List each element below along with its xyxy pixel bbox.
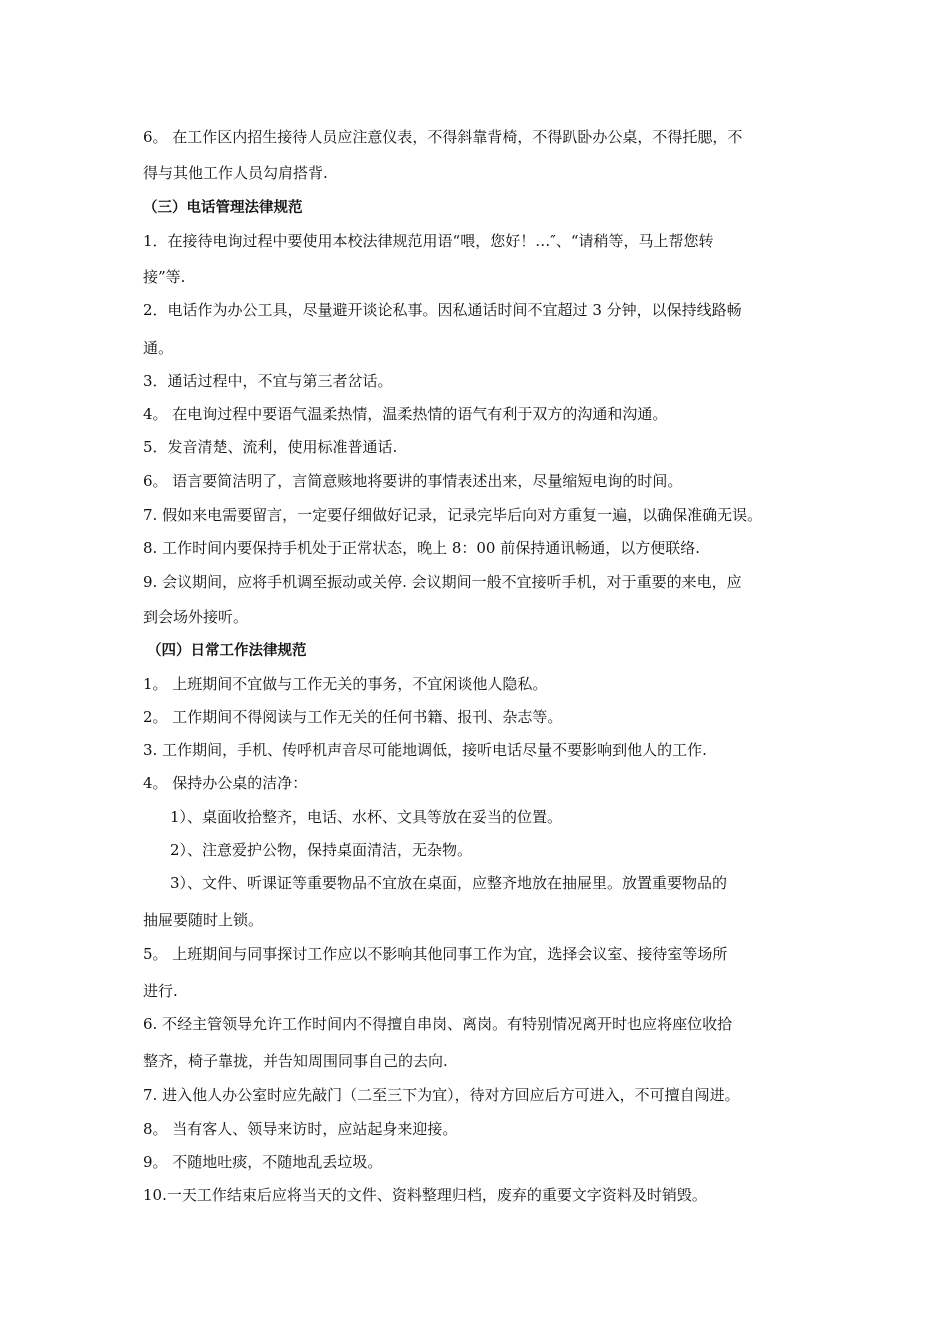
text-line: 7. 进入他人办公室时应先敲门（二至三下为宜），待对方回应后方可进入，不可擅自闯进。	[143, 1086, 740, 1104]
text-line: 4。 在电询过程中要语气温柔热情，温柔热情的语气有利于双方的沟通和沟通。	[143, 405, 668, 423]
text-line: 2．电话作为办公工具，尽量避开谈论私事。因私通话时间不宜超过 3 分钟，以保持线路畅	[143, 301, 742, 319]
text-line: 到会场外接听。	[143, 608, 249, 626]
text-line: 8. 工作时间内要保持手机处于正常状态，晚上 8：00 前保持通讯畅通，以方便联络.	[143, 539, 701, 557]
text-line: 2。 工作期间不得阅读与工作无关的任何书籍、报刊、杂志等。	[143, 708, 563, 726]
section-heading-phone: （三）电话管理法律规范	[143, 200, 303, 216]
text-line: 3. 工作期间，手机、传呼机声音尽可能地调低，接听电话尽量不要影响到他人的工作.	[143, 741, 707, 759]
text-line: 2）、注意爱护公物，保持桌面清洁，无杂物。	[170, 841, 473, 859]
text-line: 接”等.	[143, 268, 186, 286]
text-line: 进行.	[143, 982, 178, 1000]
text-line: 通。	[143, 339, 174, 357]
text-line: 1．在接待电询过程中要使用本校法律规范用语“喂，您好！…″、“请稍等，马上帮您转	[143, 232, 714, 250]
text-line: 6. 不经主管领导允许工作时间内不得擅自串岗、离岗。有特别情况离开时也应将座位收拾	[143, 1015, 733, 1033]
text-line: 得与其他工作人员勾肩搭背.	[143, 164, 328, 182]
text-line: 7. 假如来电需要留言，一定要仔细做好记录，记录完毕后向对方重复一遍，以确保准确无误。	[143, 506, 763, 524]
text-line: 3．通话过程中，不宜与第三者岔话。	[143, 372, 393, 390]
text-line: 9。 不随地吐痰，不随地乱丢垃圾。	[143, 1153, 383, 1171]
text-line: 3）、文件、听课证等重要物品不宜放在桌面，应整齐地放在抽屉里。放置重要物品的	[170, 874, 728, 892]
text-line: 1）、桌面收拾整齐，电话、水杯、文具等放在妥当的位置。	[170, 808, 563, 826]
text-line: 10.一天工作结束后应将当天的文件、资料整理归档，废弃的重要文字资料及时销毁。	[143, 1186, 707, 1204]
text-line: 1。 上班期间不宜做与工作无关的事务，不宜闲谈他人隐私。	[143, 675, 548, 693]
text-line: 4。 保持办公桌的洁净：	[143, 774, 308, 792]
text-line: 5．发音清楚、流利，使用标准普通话.	[143, 438, 398, 456]
text-line: 6。 语言要简洁明了，言简意赅地将要讲的事情表述出来，尽量缩短电询的时间。	[143, 472, 683, 490]
text-line: 抽屉要随时上锁。	[143, 911, 264, 929]
text-line: 6。 在工作区内招生接待人员应注意仪表，不得斜靠背椅，不得趴卧办公桌，不得托腮，不	[143, 128, 743, 146]
text-line: 8。 当有客人、领导来访时，应站起身来迎接。	[143, 1120, 458, 1138]
section-heading-daily: （四）日常工作法律规范	[147, 643, 307, 659]
text-line: 整齐，椅子靠拢，并告知周围同事自己的去向.	[143, 1052, 448, 1070]
text-line: 5。 上班期间与同事探讨工作应以不影响其他同事工作为宜，选择会议室、接待室等场所	[143, 945, 728, 963]
text-line: 9. 会议期间，应将手机调至振动或关停. 会议期间一般不宜接听手机，对于重要的来电，应	[143, 573, 742, 591]
